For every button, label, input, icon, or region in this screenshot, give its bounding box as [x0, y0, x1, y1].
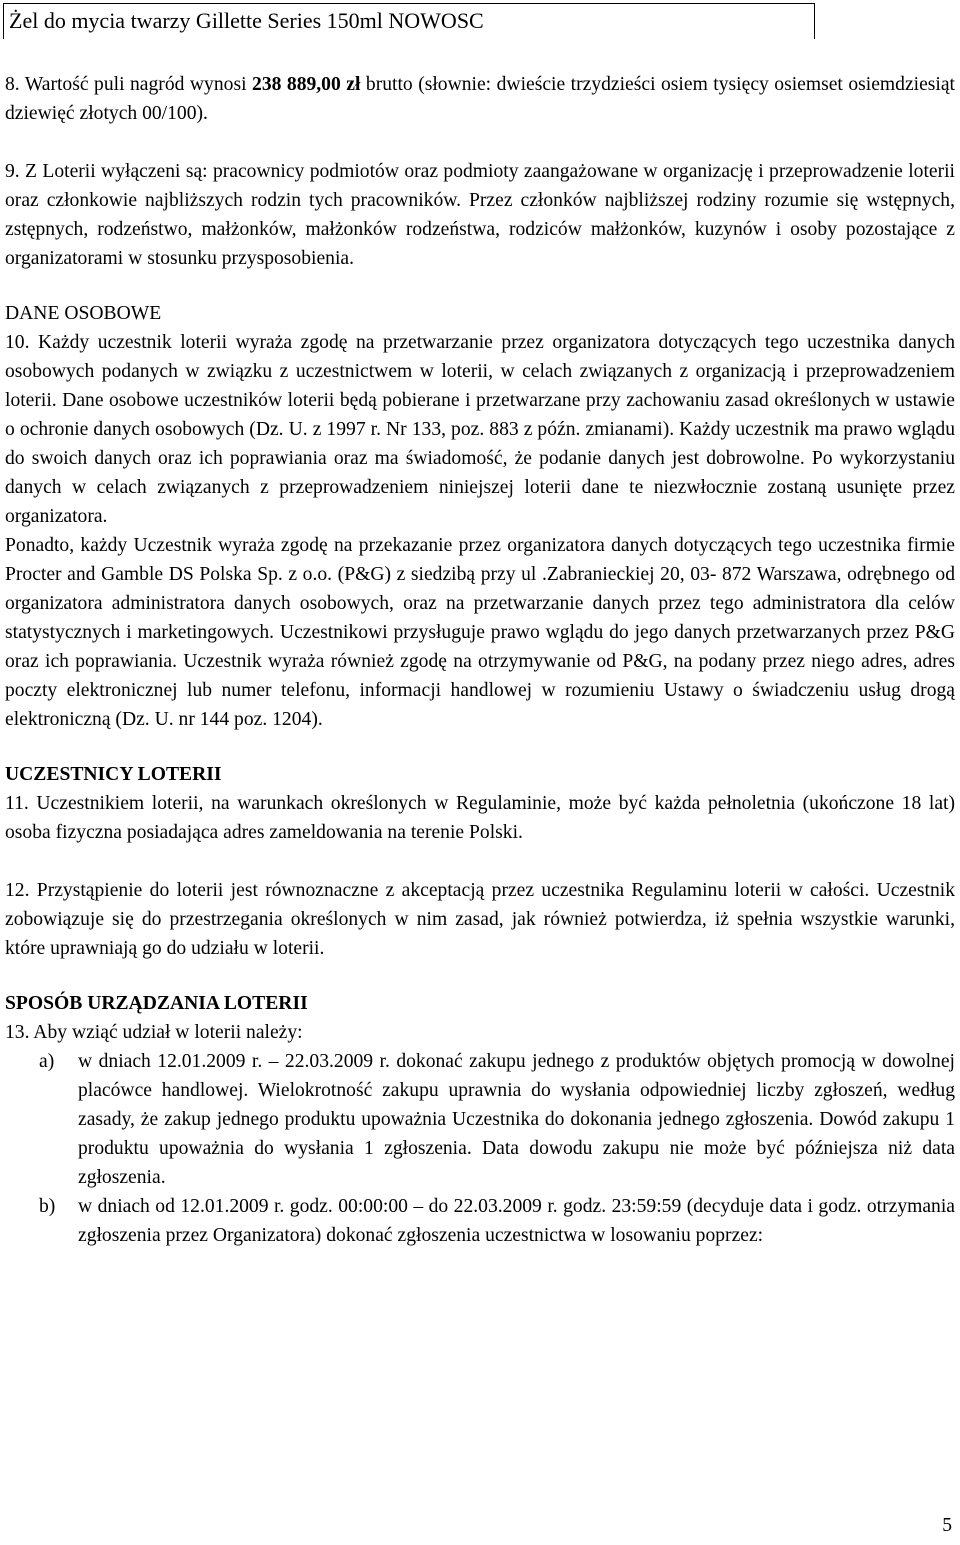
paragraph-10-continued: Ponadto, każdy Uczestnik wyraża zgodę na przekazanie przez organizatora danych dotyczących tego uczestnika firmie Procter and Gamble DS Polska Sp. z o.o. (P&G) z siedzibą przy ul .Zabranieckiej 20, 03- 872 Warszawa, odrębnego od organizatora administratora danych osobowych, oraz na przetwarzanie danych przez tego administratora dla celów statystycznych i marketingowych. Uczestnikowi przysługuje prawo wglądu do jego danych przetwarzanych przez P&G oraz ich poprawiania. Uczestnik wyraża również zgodę na otrzymywanie od P&G, na podany przez niego adres, adres poczty elektronicznej lub numer telefonu, informacji handlowej w rozumieniu Ustawy o świadczeniu usług drogą elektroniczną (Dz. U. nr 144 poz. 1204).	[5, 535, 955, 730]
list-item-text: w dniach od 12.01.2009 r. godz. 00:00:00 – do 22.03.2009 r. godz. 23:59:59 (decyduje data i godz. otrzymania zgłoszenia przez Organizatora) dokonać zgłoszenia uczestnictwa w losowaniu poprzez:	[78, 1196, 955, 1246]
paragraph-9: 9. Z Loterii wyłączeni są: pracownicy podmiotów oraz podmioty zaangażowane w organizację i przeprowadzenie loterii oraz członkowie najbliższych rodzin tych pracowników. Przez członków najbliższej rodziny rozumie się wstępnych, zstępnych, rodzeństwo, małżonków, małżonków rodzeństwa, rodziców małżonków, kuzynów i osoby pozostające z organizatorami w stosunku przysposobienia.	[5, 161, 955, 269]
document-body	[5, 70, 955, 1250]
section-heading-dane-osobowe: DANE OSOBOWE	[5, 303, 162, 324]
participation-steps-list	[5, 1047, 955, 1250]
paragraph-12: 12. Przystąpienie do loterii jest równoznaczne z akceptacją przez uczestnika Regulaminu loterii w całości. Uczestnik zobowiązuje się do przestrzegania określonych w nim zasad, jak również potwierdza, iż spełnia wszystkie warunki, które uprawniają go do udziału w loterii.	[5, 880, 955, 959]
list-item	[5, 1192, 955, 1250]
section-heading-uczestnicy-loterii: UCZESTNICY LOTERII	[5, 764, 222, 785]
document-header	[3, 3, 815, 39]
list-item-label: b)	[39, 1196, 56, 1217]
list-item-label: a)	[39, 1051, 55, 1072]
list-item	[5, 1047, 955, 1192]
prize-pool-amount: 238 889,00 zł	[252, 74, 361, 95]
paragraph-8	[5, 70, 955, 128]
document-title: Żel do mycia twarzy Gillette Series 150ml NOWOSC	[9, 8, 484, 33]
paragraph-11: 11. Uczestnikiem loterii, na warunkach określonych w Regulaminie, może być każda pełnoletnia (ukończone 18 lat) osoba fizyczna posiadająca adres zameldowania na terenie Polski.	[5, 793, 955, 843]
section-heading-sposob-urzadzania: SPOSÓB URZĄDZANIA LOTERII	[5, 993, 308, 1014]
paragraph-8-text: 8. Wartość puli nagród wynosi	[5, 74, 253, 95]
paragraph-10: 10. Każdy uczestnik loterii wyraża zgodę na przetwarzanie przez organizatora dotyczących tego uczestnika danych osobowych podanych w związku z uczestnictwem w loterii, w celach związanych z organizacją i przeprowadzeniem loterii. Dane osobowe uczestników loterii będą pobierane i przetwarzane przy zachowaniu zasad określonych w ustawie o ochronie danych osobowych (Dz. U. z 1997 r. Nr 133, poz. 883 z późn. zmianami). Każdy uczestnik ma prawo wglądu do swoich danych oraz ich poprawiania oraz ma świadomość, że podanie danych jest dobrowolne. Po wykorzystaniu danych w celach związanych z przeprowadzeniem niniejszej loterii dane te niezwłocznie zostaną usunięte przez organizatora.	[5, 332, 955, 527]
page-number: 5	[942, 1515, 952, 1536]
paragraph-8-text-rest: brutto (słownie: dwieście trzydzieści osiem tysięcy osiemset osiemdziesiąt dziewięć złotych 00/100).	[5, 74, 956, 124]
list-item-text: w dniach 12.01.2009 r. – 22.03.2009 r. dokonać zakupu jednego z produktów objętych promocją w dowolnej placówce handlowej. Wielokrotność zakupu uprawnia do wysłania odpowiedniej liczby zgłoszeń, według zasady, że zakup jednego produktu upoważnia Uczestnika do dokonania jednego zgłoszenia. Dowód zakupu 1 produktu upoważnia do wysłania 1 zgłoszenia. Data dowodu zakupu nie może być późniejsza niż data zgłoszenia.	[78, 1051, 955, 1188]
paragraph-13: 13. Aby wziąć udział w loterii należy:	[5, 1022, 303, 1043]
